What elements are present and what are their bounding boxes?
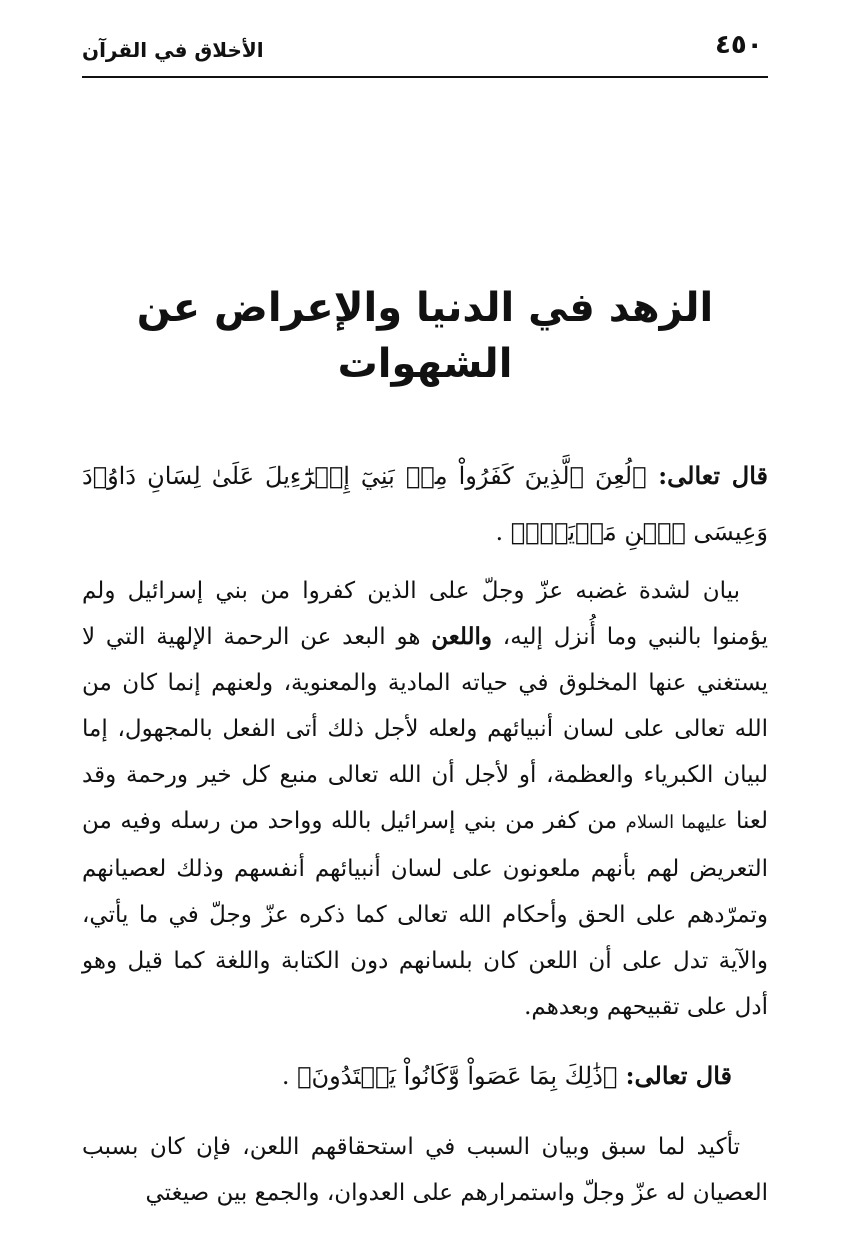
- verse-1-end: .: [495, 518, 511, 546]
- verse-1-text: ﴿لُعِنَ ٱلَّذِينَ كَفَرُواْ مِنۢ بَنِيٓ إِسۡرَٰٓءِيلَ عَلَىٰ لِسَانِ دَاوُۥدَ وَعِيسَى ٱبۡنِ مَرۡيَمَۚ﴾: [82, 462, 768, 546]
- paragraph-1-part-1: بيان لشدة غضبه عزّ وجلّ على الذين كفروا من بني إسرائيل ولم يؤمنوا بالنبي وما أُنزل إليه،: [82, 578, 769, 650]
- chapter-title: الزهد في الدنيا والإعراض عن الشهوات: [136, 285, 714, 387]
- verse-1-intro: قال تعالى:: [646, 461, 768, 490]
- header-divider: [82, 76, 768, 78]
- verse-2-intro: قال تعالى:: [617, 1061, 732, 1090]
- verse-2-text: ﴿ذَٰلِكَ بِمَا عَصَواْ وَّكَانُواْ يَعۡتَدُونَ﴾: [297, 1062, 618, 1090]
- page-header: [82, 28, 768, 76]
- paragraph-1-term: واللعن: [431, 623, 493, 650]
- verse-1: [82, 448, 768, 560]
- verse-2-end: .: [281, 1062, 298, 1090]
- paragraph-1: [82, 568, 768, 1030]
- verse-2: [82, 1056, 768, 1096]
- paragraph-1-part-2: هو البعد عن الرحمة الإلهية التي لا يستغني عنها المخلوق في حياته المادية والمعنوية، ولعنهم إنما كان من الله تعالى على لسان أنبيائهم ولعله لأجل ذلك أتى الفعل بالمجهول، إما لبيان الكبرياء والعظمة، أو لأجل أن الله تعالى منبع كل خير ورحمة وقد لعنا: [82, 624, 769, 834]
- running-title: الأخلاق في القرآن: [82, 38, 264, 62]
- blessing-mark: عليهما السلام: [625, 812, 728, 833]
- page-number: ٤٥٠: [715, 30, 763, 60]
- paragraph-2: تأكيد لما سبق وبيان السبب في استحقاقهم اللعن، فإن كان بسبب العصيان له عزّ وجلّ واستمرارهم على العدوان، والجمع بين صيغتي: [82, 1134, 768, 1206]
- paragraph-1-part-3: من كفر من بني إسرائيل بالله وواحد من رسله وفيه من التعريض لهم بأنهم ملعونون على لسان أنبيائهم أنفسهم وذلك لعصيانهم وتمرّدهم على الحق وأحكام الله تعالى كما ذكره عزّ وجلّ في ما يأتي، والآية تدل على أن اللعن كان بلسانهم دون الكتابة واللغة كما قيل وهو أدل على تقبيحهم وبعدهم.: [82, 808, 768, 1020]
